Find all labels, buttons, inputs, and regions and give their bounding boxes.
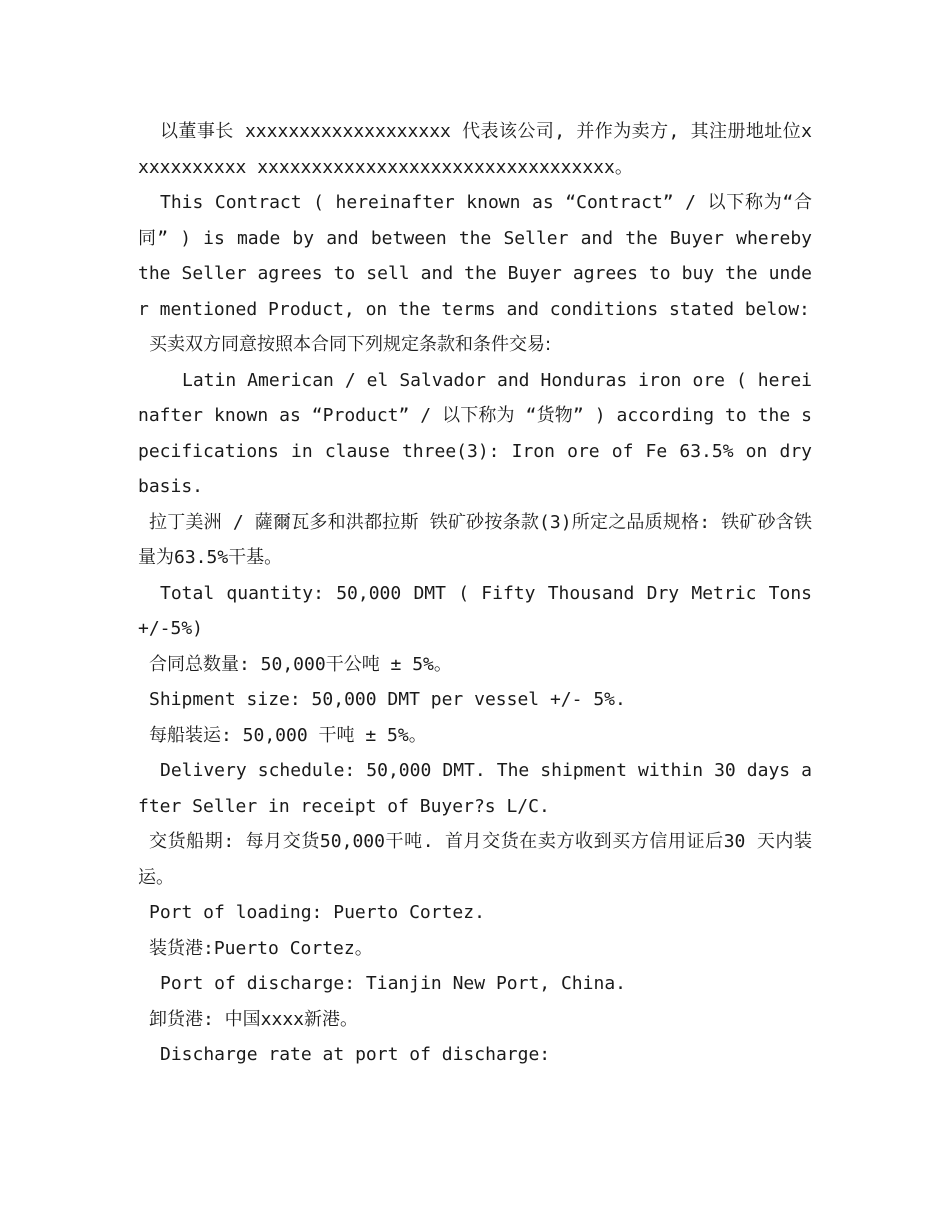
paragraph-shipment-size: Shipment size: 50,000 DMT per vessel +/- 5%.: [149, 689, 626, 710]
paragraph-contract-intro: This Contract ( hereinafter known as “Contract” / 以下称为“合同” ) is made by and between the Seller and the Buyer whereby the Seller agrees to sell and the Buyer agrees to buy the under mentioned Product, on the terms and conditions stated below:: [138, 192, 812, 320]
paragraph-product: Latin American / el Salvador and Honduras iron ore ( hereinafter known as “Product” / 以下称为 “货物” ) according to the specifications in clause three(3): Iron ore of Fe 63.5% on dry basis.: [138, 369, 812, 497]
paragraph-discharge-rate: Discharge rate at port of discharge:: [160, 1044, 551, 1065]
paragraph-port-of-discharge: Port of discharge: Tianjin New Port, China.: [160, 973, 626, 994]
paragraph-seller-representative: 以董事长 xxxxxxxxxxxxxxxxxxx 代表该公司, 并作为卖方, 其注册地址位xxxxxxxxxxx xxxxxxxxxxxxxxxxxxxxxxxxxxxxxxxxx。: [138, 121, 812, 178]
paragraph-port-of-loading-cn: 装货港:Puerto Cortez。: [149, 937, 373, 959]
paragraph-delivery-schedule-cn: 交货船期: 每月交货50,000干吨. 首月交货在卖方收到买方信用证后30 天内装运。: [138, 831, 812, 888]
paragraph-delivery-schedule: Delivery schedule: 50,000 DMT. The shipment within 30 days after Seller in receipt of Buyer?s L/C.: [138, 760, 812, 817]
paragraph-total-quantity-cn: 合同总数量: 50,000干公吨 ± 5%。: [149, 653, 452, 675]
paragraph-port-of-loading: Port of loading: Puerto Cortez.: [149, 902, 485, 923]
paragraph-product-cn: 拉丁美洲 / 薩爾瓦多和洪都拉斯 铁矿砂按条款(3)所定之品质规格: 铁矿砂含铁量为63.5%干基。: [138, 511, 812, 568]
paragraph-contract-intro-cn: 买卖双方同意按照本合同下列规定条款和条件交易:: [149, 334, 552, 355]
paragraph-shipment-size-cn: 每船装运: 50,000 干吨 ± 5%。: [149, 724, 427, 746]
paragraph-port-of-discharge-cn: 卸货港: 中国xxxx新港。: [149, 1008, 359, 1030]
document-body: [138, 114, 812, 1073]
paragraph-total-quantity: Total quantity: 50,000 DMT ( Fifty Thousand Dry Metric Tons +/-5%): [138, 582, 812, 639]
